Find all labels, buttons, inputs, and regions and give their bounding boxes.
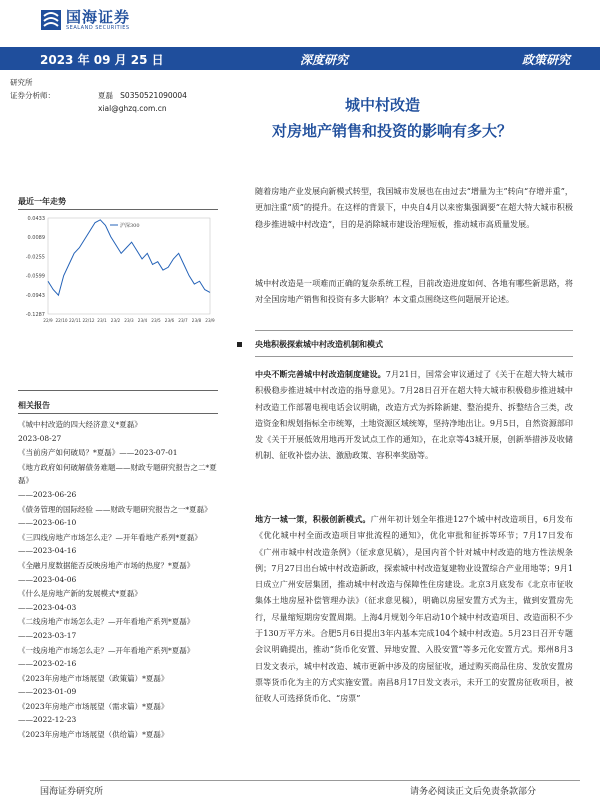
- related-report-date: ——2023-04-16: [18, 546, 77, 556]
- header-band: [0, 47, 600, 70]
- related-report-title: 《三四线房地产市场怎么走？—开年看地产系列*夏磊》: [18, 532, 202, 542]
- x-tick-label: 23/2: [110, 318, 121, 323]
- sealand-logo-icon: [40, 8, 62, 32]
- trend-heading: 最近一年走势: [18, 196, 66, 206]
- x-tick-label: 23/8: [191, 318, 202, 323]
- related-report-date: ——2023-03-17: [18, 630, 77, 640]
- report-title: 城中村改造: [345, 96, 421, 114]
- y-tick-label: 0.0089: [27, 235, 45, 242]
- analyst-name: 夏磊: [98, 91, 113, 100]
- related-report-date: ——2023-04-06: [18, 574, 77, 584]
- x-tick-label: 23/5: [151, 318, 161, 323]
- x-tick-label: 23/3: [124, 318, 134, 323]
- x-tick-label: 22/9: [43, 318, 53, 323]
- related-report-item[interactable]: [18, 446, 218, 460]
- x-tick-label: 23/1: [97, 318, 107, 323]
- related-report-title: 《2023年房地产市场展望（供给篇）*夏磊》: [18, 730, 169, 740]
- related-report-date: ——2023-06-26: [18, 489, 77, 499]
- y-tick-label: -0.1287: [25, 312, 45, 318]
- x-tick-label: 23/7: [178, 318, 188, 323]
- y-tick-label: -0.0255: [25, 254, 45, 261]
- related-report-item[interactable]: [18, 587, 218, 614]
- related-report-date: ——2023-04-03: [18, 602, 77, 612]
- report-subtitle: 对房地产销售和投资的影响有多大？: [272, 122, 513, 140]
- related-report-item[interactable]: [18, 672, 218, 699]
- section-divider-bottom: [255, 356, 573, 357]
- related-report-title: 《债务管理的国际经验 ——财政专题研究报告之一*夏磊》: [18, 504, 212, 514]
- report-type: 深度研究: [300, 53, 349, 67]
- footer-disclaimer: 请务必阅读正文后免责条款部分: [410, 787, 537, 797]
- related-report-title: 《什么是房地产新的发展模式*夏磊》: [18, 589, 142, 599]
- analyst-block: [10, 76, 187, 115]
- paragraph-question: 城中村改造是一项难而正确的复杂系统工程，目前改造进度如何、各地有哪些新思路，将对全国房地产销售和投资有多大影响？本文重点围绕这些问题展开论述。: [255, 278, 573, 305]
- logo-en: SEALAND SECURITIES: [66, 25, 130, 31]
- related-report-title: 《城中村改造的四大经济意义*夏磊》: [18, 420, 142, 429]
- related-report-item[interactable]: [18, 728, 218, 742]
- series-line: [48, 220, 210, 295]
- chart-frame: [48, 218, 210, 314]
- analyst-email[interactable]: xial@ghzq.com.cn: [98, 104, 167, 113]
- logo-cn: 国海证券: [66, 8, 131, 26]
- section-heading: [237, 339, 383, 350]
- footer-divider: [40, 780, 580, 781]
- related-report-title: 《2023年房地产市场展望（需求篇）*夏磊》: [18, 701, 169, 711]
- analyst-cert: S0350521090004: [120, 91, 187, 100]
- paragraph-local: [255, 511, 573, 707]
- x-tick-label: 22/11: [68, 318, 82, 323]
- reports-divider-top: [18, 390, 218, 391]
- x-tick-label: 23/4: [137, 318, 148, 323]
- related-report-item[interactable]: [18, 644, 218, 671]
- section-divider-top: [255, 330, 573, 331]
- paragraph-central: [255, 366, 573, 464]
- report-category: 政策研究: [522, 53, 571, 67]
- y-tick-label: -0.0943: [25, 292, 45, 299]
- x-tick-label: 22/10: [55, 318, 68, 323]
- x-tick-label: 23/9: [205, 318, 215, 323]
- paragraph-local-text: 广州年初计划全年推进127个城中村改造项目，6月发布《优化城中村全面改造项目审批流程的通知》，优化审批和征拆等环节；7月17日发布《广州市城中村改造条例》（征求意见稿），是国内首个针对城中村改造的地方性法规条例；7月27日出台城中村改造新政，探索城中村改造复建物业设置综合产业用地等；9月1日成立广州安居集团，推动城中村改造与保障性住房建设。北京3月底发布《北京市征收集体土地房屋补偿管理办法》（征求意见稿），明确以房屋安置方式为主，做到安置房先行，尽量缩短期房安置周期。上海4月规划今年启动10个城中村改造项目、改造面积不少于130万平方米。合肥5月6日提出3年内基本完成104个城中村改造。5月23日召开专题会议明确提出，推动“货币化安置、异地安置、入股安置”等多元化安置方式。郑州8月3日发文表示，城中村改造、城市更新中涉及的房屋征收，通过购买商品住房、发放安置房票等货币化为主的方式实施安置。南昌8月17日发文表示，未开工的安置房征收项目，被征收人可选择货币化、“房票”: [255, 514, 573, 704]
- related-report-title: 《全融月度数据能否反映房地产市场的热度？*夏磊》: [18, 560, 195, 570]
- related-report-item[interactable]: [18, 531, 218, 558]
- related-report-title: 《一线房地产市场怎么走？—开年看地产系列*夏磊》: [18, 645, 195, 655]
- footer-institute: 国海证券研究所: [40, 787, 104, 797]
- related-reports-list: [18, 418, 218, 743]
- related-report-title: 《地方政府如何破解债务难题——财政专题研究报告之二*夏磊》: [18, 462, 217, 486]
- related-report-date: ——2023-01-09: [18, 687, 77, 697]
- related-report-item[interactable]: [18, 418, 218, 445]
- related-report-date: ——2023-06-10: [18, 518, 77, 528]
- paragraph-central-lead: 中央不断完善城中村改造制度建设。: [255, 369, 386, 379]
- related-report-title: 《2023年房地产市场展望（政策篇）*夏磊》: [18, 673, 169, 683]
- related-report-date: 2023-08-27: [18, 433, 62, 443]
- related-report-item[interactable]: [18, 503, 218, 530]
- x-tick-label: 23/6: [164, 318, 175, 323]
- report-date: 2023 年 09 月 25 日: [40, 53, 164, 67]
- paragraph-central-text: 7月21日，国常会审议通过了《关于在超大特大城市积极稳步推进城中村改造的指导意见》。7月28日召开在超大特大城市积极稳步推进城中村改造工作部署电视电话会议明确，改造方式为拆除新建、整治提升、拆整结合三类，改造资金和规划指标全市统筹，土地资源区域统筹，坚持净地出让。9月5日，自然资源部印发《关于开展低效用地再开发试点工作的通知》，在北京等43城开展，创新举措涉及收储机制、征收补偿办法、激励政策、容积率奖励等。: [255, 369, 573, 461]
- analyst-role: 证券分析师：: [10, 91, 55, 100]
- section-heading-text: 央地积极探索城中村改造机制和模式: [255, 339, 383, 349]
- related-report-item[interactable]: [18, 615, 218, 642]
- related-report-date: ——2022-12-23: [18, 715, 77, 725]
- institute-label: 研究所: [10, 78, 33, 87]
- y-tick-label: 0.0433: [27, 216, 45, 222]
- related-report-title: 《二线房地产市场怎么走？—开年看地产系列*夏磊》: [18, 617, 195, 627]
- bullet-square-icon: [237, 342, 242, 347]
- related-report-item[interactable]: [18, 461, 218, 502]
- paragraph-local-lead: 地方一城一策，积极创新模式。: [255, 514, 371, 524]
- related-report-item[interactable]: [18, 559, 218, 586]
- related-heading: 相关报告: [18, 400, 50, 410]
- y-tick-label: -0.0599: [25, 273, 45, 280]
- related-report-title: 《当前房产如何破局？*夏磊》——2023-07-01: [18, 448, 178, 458]
- legend-label: 沪深300: [120, 223, 140, 229]
- paragraph-intro: 随着房地产业发展向新模式转型，我国城市发展也在由过去“增量为主”转向“存增并重”，更加注重“质”的提升。在这样的背景下，中央自4月以来密集强调要“在超大特大城市积极稳步推进城中村改造”，目的是消除城市建设治理短板，推动城市高质量发展。: [255, 186, 573, 229]
- logo: [40, 8, 130, 32]
- related-report-item[interactable]: [18, 700, 218, 727]
- related-report-date: ——2023-02-16: [18, 659, 77, 669]
- trend-chart: [18, 210, 218, 328]
- x-tick-label: 22/12: [82, 318, 95, 323]
- reports-divider: [18, 413, 218, 414]
